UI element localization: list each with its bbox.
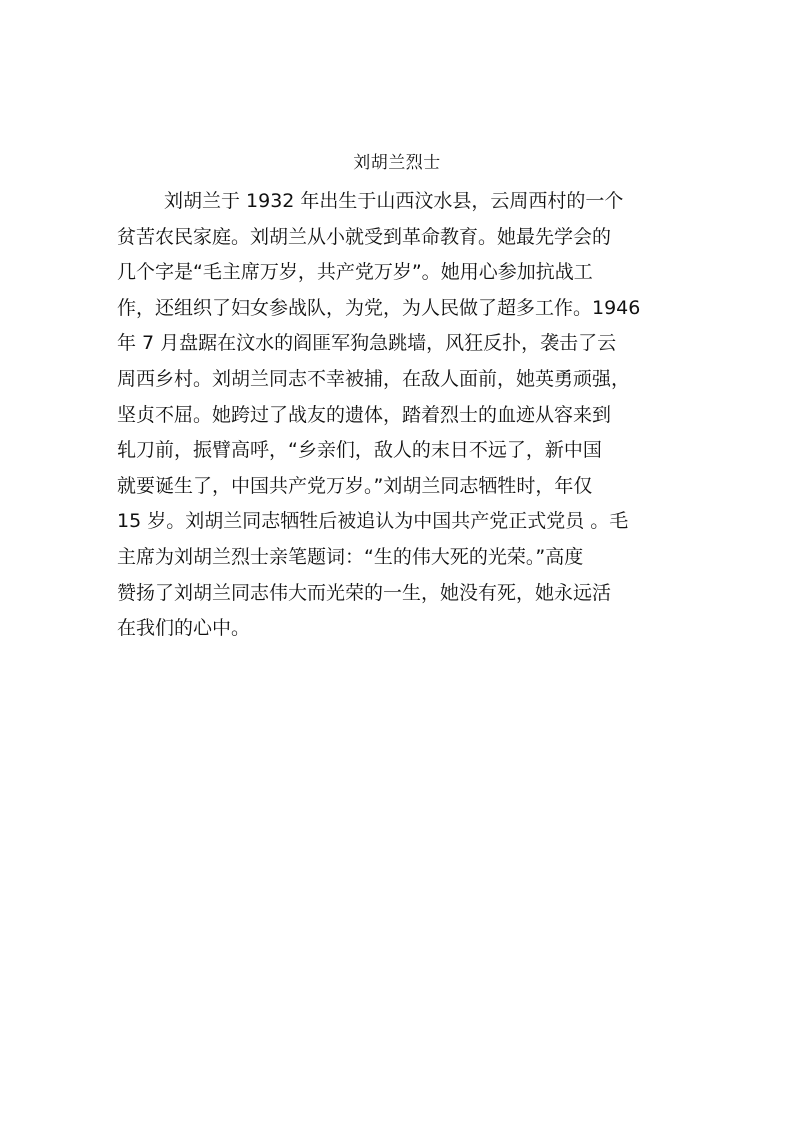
body-line-9: 就要诞生了，中国共产党万岁。”刘胡兰同志牺牲时，年仅 — [117, 474, 593, 497]
body-line-10: 15 岁。刘胡兰同志牺牲后被追认为中国共产党正式党员 。毛 — [117, 510, 629, 533]
document-body — [117, 190, 677, 653]
body-line-13: 在我们的心中。 — [117, 617, 251, 640]
body-line-4: 作，还组织了妇女参战队，为党，为人民做了超多工作。1946 — [117, 296, 641, 319]
document-title: 刘胡兰烈士 — [353, 153, 441, 173]
body-line-8: 轧刀前，振臂高呼，“乡亲们，敌人的末日不远了，新中国 — [117, 439, 602, 462]
body-line-5: 年 7 月盘踞在汶水的阎匪军狗急跳墙，风狂反扑，袭击了云 — [117, 332, 617, 355]
body-line-7: 坚贞不屈。她跨过了战友的遗体，踏着烈士的血迹从容来到 — [117, 403, 612, 426]
body-line-3: 几个字是“毛主席万岁，共产党万岁”。她用心参加抗战工 — [117, 261, 593, 284]
body-line-12: 赞扬了刘胡兰同志伟大而光荣的一生，她没有死，她永远活 — [117, 581, 612, 604]
body-line-6: 周西乡村。刘胡兰同志不幸被捕，在敌人面前，她英勇顽强， — [117, 367, 631, 390]
body-line-2: 贫苦农民家庭。刘胡兰从小就受到革命教育。她最先学会的 — [117, 225, 612, 248]
body-line-11: 主席为刘胡兰烈士亲笔题词：“生的伟大死的光荣。”高度 — [117, 545, 584, 568]
body-line-1: 刘胡兰于 1932 年出生于山西汶水县，云周西村的一个 — [164, 190, 624, 212]
